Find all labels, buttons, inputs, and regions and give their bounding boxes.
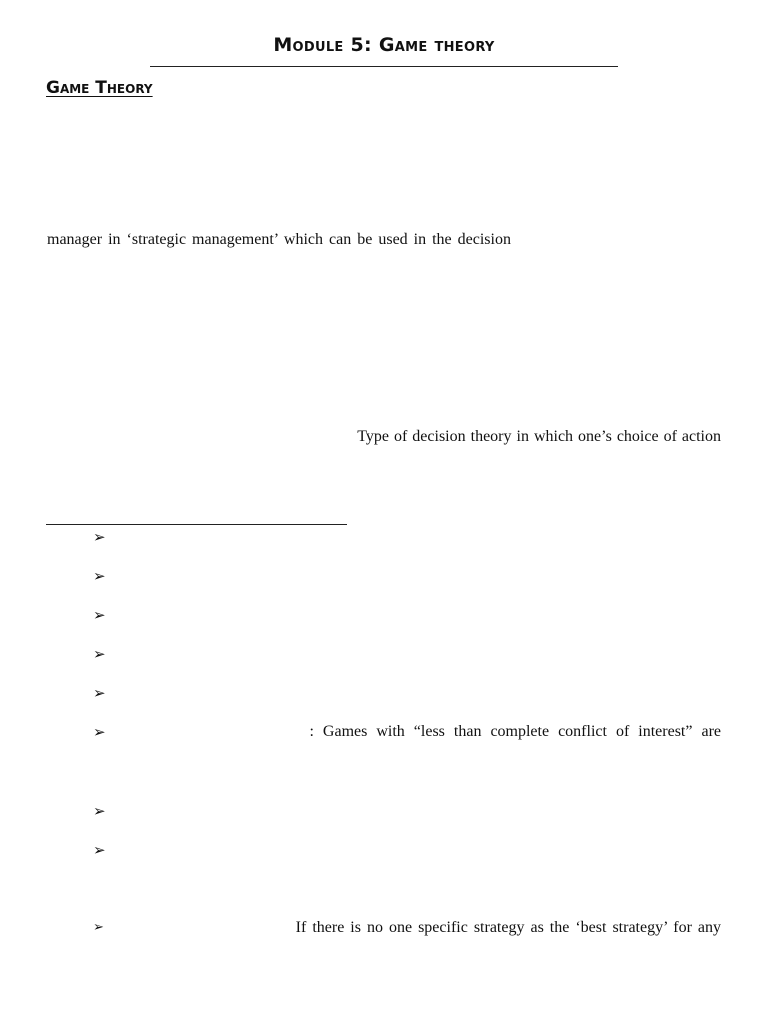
- paragraph-line-strategic: manager in ‘strategic management’ which can be used in the decision: [47, 231, 511, 248]
- bullet-arrow-icon: ➢: [93, 841, 106, 859]
- bullet-arrow-icon: ➢: [93, 920, 104, 935]
- bullet-arrow-icon: ➢: [93, 802, 106, 820]
- bullet-arrow-icon: ➢: [93, 567, 106, 585]
- bullet-arrow-icon: ➢: [93, 528, 106, 546]
- paragraph-line-decision-theory: Type of decision theory in which one’s choice of action: [357, 428, 721, 445]
- bullet-arrow-icon: ➢: [93, 723, 106, 741]
- bullet-arrow-icon: ➢: [93, 606, 106, 624]
- section-heading: Game Theory: [46, 78, 153, 98]
- subheading-underline: [46, 524, 347, 525]
- page-title: Module 5: Game theory: [273, 34, 495, 56]
- title-underline: [150, 66, 618, 67]
- bullet-arrow-icon: ➢: [93, 684, 106, 702]
- bullet-arrow-icon: ➢: [93, 645, 106, 663]
- bullet-text-best-strategy: If there is no one specific strategy as the ‘best strategy’ for any: [295, 919, 721, 936]
- bullet-text-conflict: : Games with “less than complete conflict of interest” are: [309, 723, 721, 740]
